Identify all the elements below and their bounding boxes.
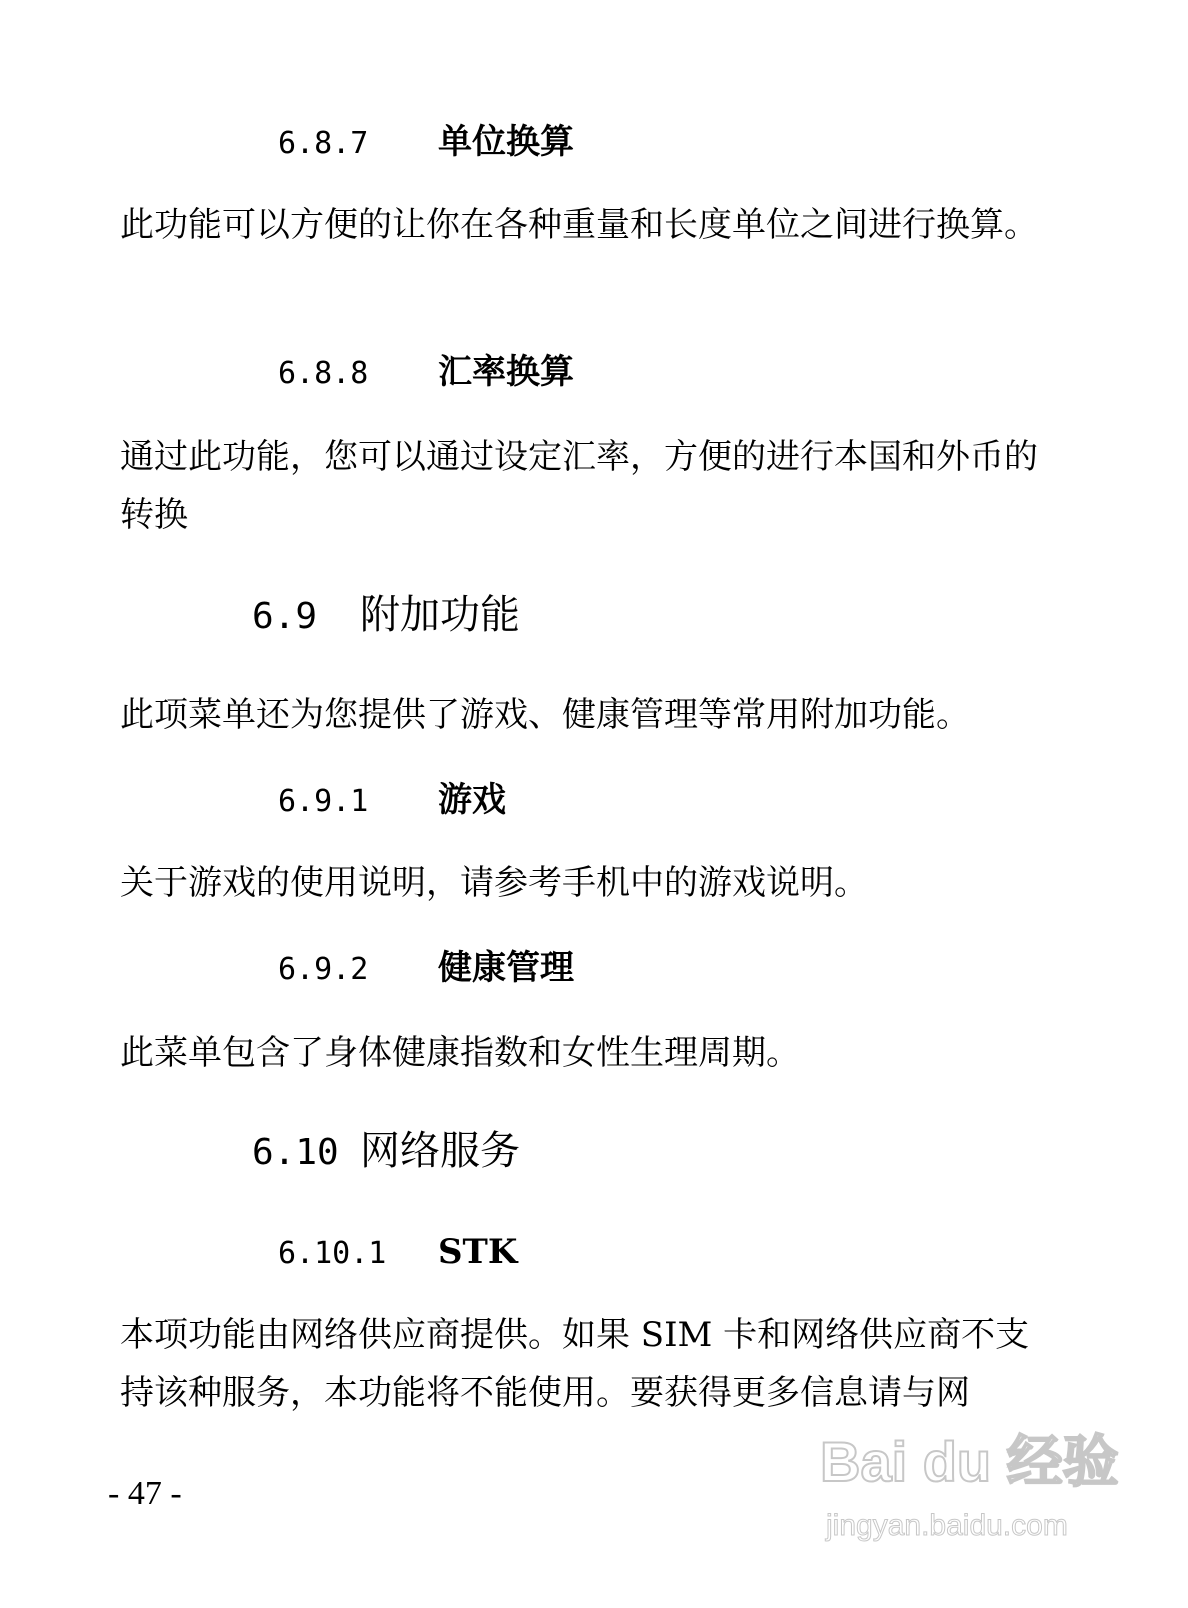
paragraph-extra-functions: 此项菜单还为您提供了游戏、健康管理等常用附加功能。	[120, 695, 970, 735]
section-heading-6-10-1	[278, 1232, 517, 1274]
section-title: 附加功能	[360, 592, 520, 638]
section-number: 6.9	[252, 596, 318, 637]
watermark-url: jingyan.baidu.com	[826, 1509, 1068, 1542]
section-number: 6.8.8	[278, 356, 369, 391]
section-title: 网络服务	[360, 1128, 520, 1174]
paragraph-unit-conversion: 此功能可以方便的让你在各种重量和长度单位之间进行换算。	[120, 205, 1038, 245]
section-number: 6.8.7	[278, 126, 369, 161]
section-title: 汇率换算	[438, 352, 574, 392]
page-number: - 47 -	[108, 1475, 182, 1512]
section-heading-6-9-2	[278, 948, 574, 990]
paragraph-games: 关于游戏的使用说明，请参考手机中的游戏说明。	[120, 863, 868, 903]
section-title: STK	[438, 1232, 518, 1272]
paragraph-health: 此菜单包含了身体健康指数和女性生理周期。	[120, 1033, 800, 1073]
watermark-logo: Bai du 经验	[820, 1430, 1119, 1493]
section-number: 6.10	[252, 1132, 339, 1173]
section-heading-6-8-7	[278, 122, 574, 164]
section-heading-6-8-8	[278, 352, 574, 394]
section-heading-6-9-1	[278, 780, 506, 822]
baidu-jingyan-watermark	[820, 1430, 1120, 1580]
section-title: 健康管理	[438, 948, 574, 988]
section-number: 6.9.1	[278, 784, 369, 819]
section-number: 6.10.1	[278, 1236, 387, 1271]
section-heading-6-9	[252, 592, 520, 640]
section-number: 6.9.2	[278, 952, 369, 987]
paragraph-exchange-rate: 通过此功能，您可以通过设定汇率，方便的进行本国和外币的转换	[120, 437, 1038, 535]
section-title: 游戏	[438, 780, 506, 820]
section-title: 单位换算	[438, 122, 574, 162]
section-heading-6-10	[252, 1128, 520, 1176]
paragraph-stk: 本项功能由网络供应商提供。如果 SIM 卡和网络供应商不支持该种服务，本功能将不能使用。要获得更多信息请与网	[120, 1315, 1030, 1413]
